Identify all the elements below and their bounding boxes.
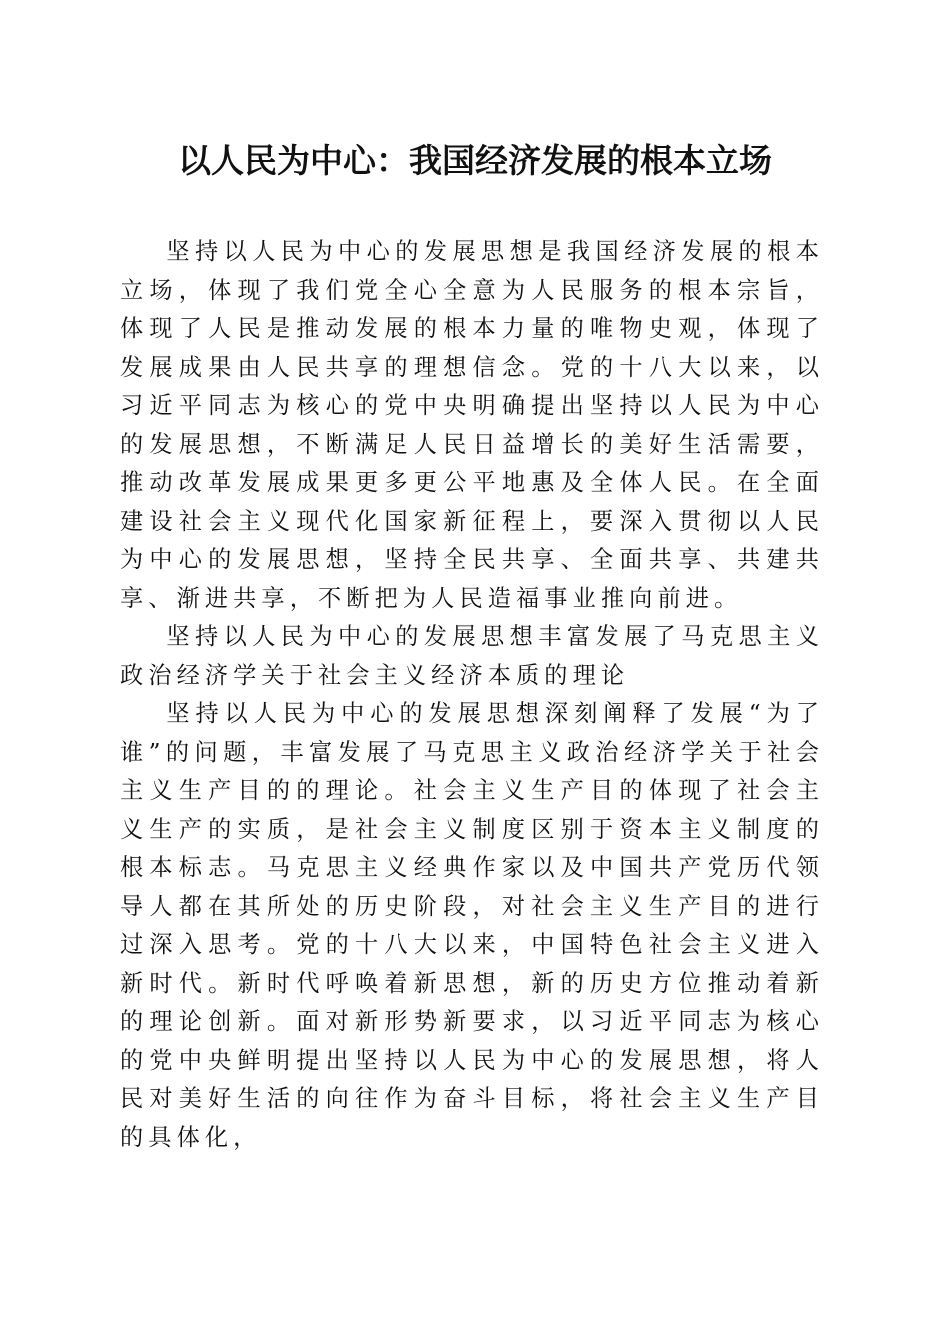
document-body	[120, 233, 824, 1157]
paragraph-intro: 坚持以人民为中心的发展思想是我国经济发展的根本立场，体现了我们党全心全意为人民服务的根本宗旨，体现了人民是推动发展的根本力量的唯物史观，体现了发展成果由人民共享的理想信念。党的十八大以来，以习近平同志为核心的党中央明确提出坚持以人民为中心的发展思想，不断满足人民日益增长的美好生活需要，推动改革发展成果更多更公平地惠及全体人民。在全面建设社会主义现代化国家新征程上，要深入贯彻以人民为中心的发展思想，坚持全民共享、全面共享、共建共享、渐进共享，不断把为人民造福事业推向前进。	[120, 238, 824, 612]
paragraph-production-purpose: 坚持以人民为中心的发展思想深刻阐释了发展“为了谁”的问题，丰富发展了马克思主义政治经济学关于社会主义生产目的的理论。社会主义生产目的体现了社会主义生产的实质，是社会主义制度区别于资本主义制度的根本标志。马克思主义经典作家以及中国共产党历代领导人都在其所处的历史阶段，对社会主义生产目的进行过深入思考。党的十八大以来，中国特色社会主义进入新时代。新时代呼唤着新思想，新的历史方位推动着新的理论创新。面对新形势新要求，以习近平同志为核心的党中央鲜明提出坚持以人民为中心的发展思想，将人民对美好生活的向往作为奋斗目标，将社会主义生产目的具体化，	[120, 700, 824, 1151]
document-title: 以人民为中心：我国经济发展的根本立场	[178, 141, 772, 180]
paragraph-section-heading: 坚持以人民为中心的发展思想丰富发展了马克思主义政治经济学关于社会主义经济本质的理论	[120, 623, 824, 689]
